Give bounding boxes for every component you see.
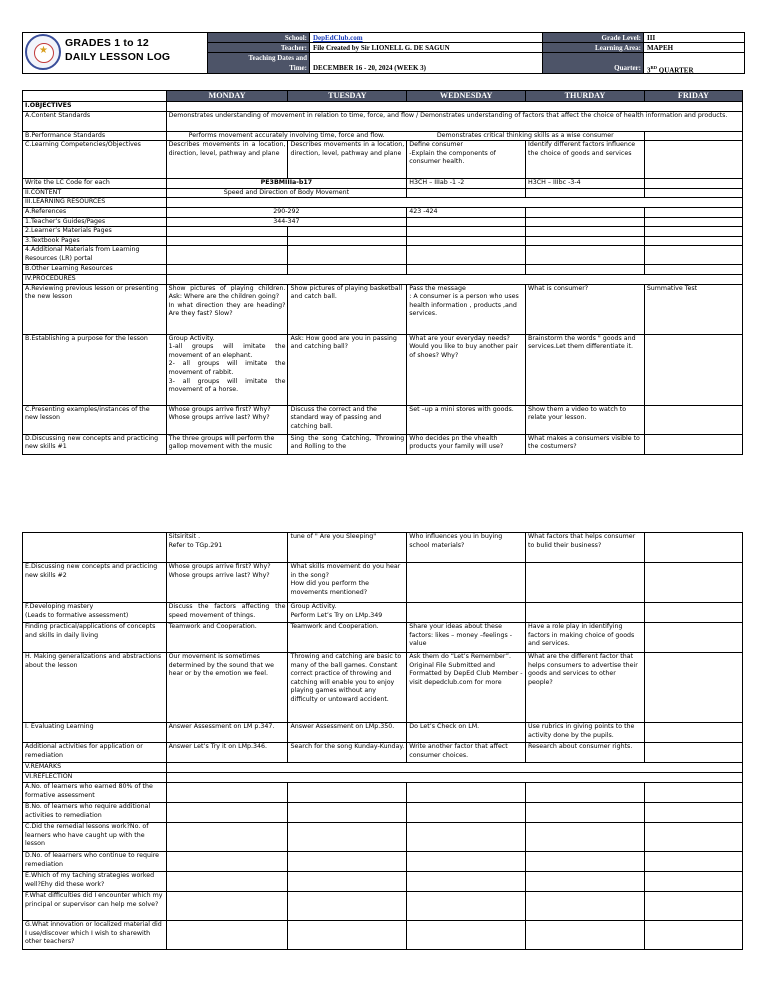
empty-cell <box>526 823 645 852</box>
empty-cell <box>166 803 288 823</box>
empty-cell <box>526 783 645 803</box>
empty-cell <box>644 334 742 405</box>
empty-cell <box>407 603 526 623</box>
empty-cell <box>166 872 288 892</box>
continued-wednesday: Who influences you in buying school materials? <box>407 533 526 563</box>
empty-cell <box>644 823 742 852</box>
empty-cell <box>166 921 288 950</box>
evaluating-tuesday: Answer Assessment on LMp.350. <box>288 723 407 743</box>
generalizations-tuesday: Throwing and catching are basic to many of the ball games. Constant correct practice of throwing and catching will enable you to enjoy playing games without any difficulty or untoward accident. <box>288 653 407 723</box>
table-row <box>23 198 743 208</box>
reviewing-thursday: What is consumer? <box>526 284 645 334</box>
dates-label-line-2: Time: <box>289 64 307 72</box>
continued-tuesday: tune of " Are you Sleeping" <box>288 533 407 563</box>
dates-value: DECEMBER 16 - 20, 2024 (WEEK 3) <box>313 64 426 72</box>
table-row <box>23 563 743 603</box>
empty-cell <box>288 227 407 237</box>
title-line-2: DAILY LESSON LOG <box>65 51 171 63</box>
empty-cell <box>644 603 742 623</box>
empty-cell <box>644 533 742 563</box>
table-row <box>23 434 743 454</box>
empty-cell <box>407 823 526 852</box>
empty-cell <box>644 131 742 141</box>
empty-cell <box>288 783 407 803</box>
discussing-1-thursday: What makes a consumers visible to the costumers? <box>526 434 645 454</box>
table-row <box>23 533 743 563</box>
content-standards-text: Demonstrates understanding of movement in relation to time, force, and flow / Demonstrates understanding of factors that affect the choice of health information and products. <box>166 111 742 131</box>
practical-applications-tuesday: Teamwork and Cooperation. <box>288 623 407 653</box>
dates-label <box>207 53 310 73</box>
presenting-label: C.Presenting examples/instances of the new lesson <box>23 405 167 434</box>
dates-label-line-1: Teaching Dates and <box>248 54 307 62</box>
empty-cell <box>407 246 526 265</box>
table-row <box>23 111 743 131</box>
table-row <box>23 743 743 763</box>
table-row <box>23 102 743 112</box>
table-row <box>23 334 743 405</box>
lesson-table-page-2 <box>22 532 743 950</box>
table-row <box>23 246 743 265</box>
empty-cell <box>166 246 288 265</box>
reviewing-tuesday: Show pictures of playing basketball and catch ball. <box>288 284 407 334</box>
discussing-1-monday: The three groups will perform the gallop movement with the music <box>166 434 288 454</box>
empty-cell <box>23 533 167 563</box>
lc-code-thursday: H3CH – IIIbc -3-4 <box>526 179 645 189</box>
deped-seal-logo: ★ <box>25 34 61 70</box>
reflection-heading: VI.REFLECTION <box>23 773 167 783</box>
discussing-1-label: D.Discussing new concepts and practicing new skills #1 <box>23 434 167 454</box>
reviewing-label: A.Reviewing previous lesson or presenting the new lesson <box>23 284 167 334</box>
empty-cell <box>526 892 645 921</box>
additional-activities-wednesday: Write another factor that affect consumer choices. <box>407 743 526 763</box>
empty-cell <box>644 872 742 892</box>
discussing-1-wednesday: Who decides pn the vhealth products your family will use? <box>407 434 526 454</box>
empty-cell <box>407 803 526 823</box>
performance-standard-health: Demonstrates critical thinking skills as a wise consumer <box>407 131 645 141</box>
competencies-label: C.Learning Competencies/Objectives <box>23 141 167 179</box>
empty-cell <box>288 246 407 265</box>
remarks-heading: V.REMARKS <box>23 763 167 773</box>
day-thursday: THURDAY <box>526 91 645 102</box>
table-row <box>23 227 743 237</box>
table-row <box>23 405 743 434</box>
empty-cell <box>166 763 742 773</box>
table-row <box>23 892 743 921</box>
quarter-label: Quarter: <box>542 53 644 73</box>
empty-cell <box>166 783 288 803</box>
teachers-guide-label: 1.Teacher’s Guides/Pages <box>23 217 167 227</box>
empty-cell <box>407 188 526 198</box>
empty-cell <box>644 179 742 189</box>
learning-resources-heading: III.LEARNING RESOURCES <box>23 198 167 208</box>
continued-thursday: What factors that helps consumer to bulid their business? <box>526 533 645 563</box>
empty-cell <box>407 852 526 872</box>
school-value-cell <box>310 33 542 43</box>
empty-cell <box>644 723 742 743</box>
learning-area-label: Learning Area: <box>542 43 644 53</box>
table-row <box>23 921 743 950</box>
empty-cell <box>407 265 526 275</box>
day-header-row <box>23 91 743 102</box>
other-resources-label: B.Other Learning Resources <box>23 265 167 275</box>
empty-cell <box>644 188 742 198</box>
additional-activities-thursday: Research about consumer rights. <box>526 743 645 763</box>
reflection-b-label: B.No. of learners who require additional activities to remediation <box>23 803 167 823</box>
table-row <box>23 783 743 803</box>
additional-activities-tuesday: Search for the song Kunday-Kunday. <box>288 743 407 763</box>
practical-applications-monday: Teamwork and Cooperation. <box>166 623 288 653</box>
presenting-wednesday: Set –up a mini stores with goods. <box>407 405 526 434</box>
references-wednesday: 423 -424 <box>407 207 526 217</box>
learners-materials-label: 2.Learner’s Materials Pages <box>23 227 167 237</box>
empty-cell <box>407 872 526 892</box>
table-row <box>23 773 743 783</box>
lc-code-wednesday: H3CH – IIIab -1 -2 <box>407 179 526 189</box>
reviewing-friday: Summative Test <box>644 284 742 334</box>
empty-cell <box>644 217 742 227</box>
table-row <box>23 284 743 334</box>
empty-cell <box>526 563 645 603</box>
continued-monday: Sitsiritsit . Refer to TGp.291 <box>166 533 288 563</box>
table-row <box>23 653 743 723</box>
establishing-monday: Group Activity. 1-all groups will imitate the movement of an elephant. 2- all groups will imitate the movement of rabbit. 3- all groups will imitate the movement of a horse. <box>166 334 288 405</box>
evaluating-thursday: Use rubrics in giving points to the activity done by the pupils. <box>526 723 645 743</box>
empty-cell <box>166 852 288 872</box>
evaluating-monday: Answer Assessment on LM p.347. <box>166 723 288 743</box>
empty-cell <box>166 892 288 921</box>
empty-cell <box>288 852 407 872</box>
reflection-g-label: G.What innovation or localized material did I use/discover which I wish to sharewith other teachers? <box>23 921 167 950</box>
performance-standard-pe: Performs movement accurately involving time, force and flow. <box>166 131 407 141</box>
table-row <box>23 852 743 872</box>
empty-cell <box>288 921 407 950</box>
empty-cell <box>644 434 742 454</box>
lc-code-label: Write the LC Code for each <box>23 179 167 189</box>
corner-cell <box>23 91 167 102</box>
empty-cell <box>407 563 526 603</box>
empty-cell <box>644 563 742 603</box>
table-row <box>23 188 743 198</box>
empty-cell <box>644 623 742 653</box>
empty-cell <box>644 743 742 763</box>
additional-activities-monday: Answer Let’s Try it on LMp.346. <box>166 743 288 763</box>
reflection-a-label: A.No. of learners who earned 80% of the formative assessment <box>23 783 167 803</box>
practical-applications-wednesday: Share your ideas about these factors: likes – money –feelings -value <box>407 623 526 653</box>
empty-cell <box>644 892 742 921</box>
references-label: A.References <box>23 207 167 217</box>
table-row <box>23 217 743 227</box>
empty-cell <box>166 823 288 852</box>
school-label: School: <box>207 33 310 43</box>
generalizations-monday: Our movement is sometimes determined by the sound that we hear or by the emotion we feel. <box>166 653 288 723</box>
developing-mastery-tuesday: Group Activity. Perform Let’s Try on LMp.349 <box>288 603 407 623</box>
day-friday: FRIDAY <box>644 91 742 102</box>
table-row <box>23 872 743 892</box>
empty-cell <box>407 921 526 950</box>
empty-cell <box>166 773 742 783</box>
references-pe: 290-292 <box>166 207 407 217</box>
establishing-tuesday: Ask: How good are you in passing and catching ball? <box>288 334 407 405</box>
reflection-f-label: F.What difficulties did I encounter which my principal or supervisor can help me solve? <box>23 892 167 921</box>
quarter-value <box>644 53 744 73</box>
empty-cell <box>288 236 407 246</box>
empty-cell <box>526 265 645 275</box>
title-line-1: GRADES 1 to 12 <box>65 37 149 49</box>
empty-cell <box>644 236 742 246</box>
grade-value: III <box>644 33 744 43</box>
content-standards-label: A.Content Standards <box>23 111 167 131</box>
form-title <box>65 36 170 64</box>
empty-cell <box>644 783 742 803</box>
empty-cell <box>166 198 742 208</box>
empty-cell <box>644 246 742 265</box>
empty-cell <box>644 405 742 434</box>
empty-cell <box>526 217 645 227</box>
lc-code-pe: PE3BMIIIa-b17 <box>166 179 407 189</box>
empty-cell <box>407 227 526 237</box>
empty-cell <box>526 227 645 237</box>
teacher-label: Teacher: <box>207 43 310 53</box>
practical-applications-thursday: Have a role play in identifying factors in making choice of goods and services. <box>526 623 645 653</box>
day-monday: MONDAY <box>166 91 288 102</box>
day-tuesday: TUESDAY <box>288 91 407 102</box>
lesson-table-page-1 <box>22 90 743 455</box>
empty-cell <box>644 803 742 823</box>
table-row <box>23 207 743 217</box>
competency-thursday: Identify different factors influence the choice of goods and services <box>526 141 645 179</box>
teacher-value: File Created by Sir LIONELL G. DE SAGUN <box>310 43 542 53</box>
performance-standards-label: B.Performance Standards <box>23 131 167 141</box>
discussing-2-tuesday: What skills movement do you hear in the song? How did you perform the movements mentioned? <box>288 563 407 603</box>
reflection-c-label: C.Did the remedial lessons work?No. of learners who have caught up with the lesson <box>23 823 167 852</box>
presenting-tuesday: Discuss the correct and the standard way of passing and catching ball. <box>288 405 407 434</box>
competency-wednesday: Define consumer -Explain the components of consumer health. <box>407 141 526 179</box>
empty-cell <box>644 227 742 237</box>
presenting-thursday: Show them a video to watch to relate your lesson. <box>526 405 645 434</box>
empty-cell <box>407 236 526 246</box>
evaluating-wednesday: Do Let’s Check on LM. <box>407 723 526 743</box>
content-label: II.CONTENT <box>23 188 167 198</box>
discussing-2-monday: Whose groups arrive first? Why? Whose groups arrive last? Why? <box>166 563 288 603</box>
content-topic: Speed and Direction of Body Movement <box>166 188 407 198</box>
table-row <box>23 236 743 246</box>
textbook-pages-label: 3.Textbook Pages <box>23 236 167 246</box>
discussing-1-tuesday: Sing the song Catching, Throwing and Rolling to the <box>288 434 407 454</box>
table-row <box>23 623 743 653</box>
table-row <box>23 603 743 623</box>
teachers-guide-pages: 344-347 <box>166 217 407 227</box>
generalizations-thursday: What are the different factor that helps consumers to advertise their goods and services to other people? <box>526 653 645 723</box>
procedures-heading: IV.PROCEDURES <box>23 274 167 284</box>
presenting-monday: Whose groups arrive first? Why? Whose groups arrive last? Why? <box>166 405 288 434</box>
empty-cell <box>526 246 645 265</box>
day-wednesday: WEDNESDAY <box>407 91 526 102</box>
empty-cell <box>526 803 645 823</box>
table-row <box>23 803 743 823</box>
table-row <box>23 763 743 773</box>
empty-cell <box>526 207 645 217</box>
generalizations-label: H. Making generalizations and abstractions about the lesson <box>23 653 167 723</box>
header-grade-block <box>542 33 744 73</box>
empty-cell <box>166 236 288 246</box>
empty-cell <box>407 217 526 227</box>
quarter-number: 3 <box>647 66 651 75</box>
table-row <box>23 274 743 284</box>
empty-cell <box>526 603 645 623</box>
establishing-thursday: Brainstorm the words " goods and services.Let them differentiate it. <box>526 334 645 405</box>
header-school-block <box>207 33 542 73</box>
establishing-wednesday: What are your everyday needs? Would you like to buy another pair of shoes? Why? <box>407 334 526 405</box>
table-row <box>23 131 743 141</box>
table-row <box>23 723 743 743</box>
empty-cell <box>407 892 526 921</box>
empty-cell <box>644 207 742 217</box>
empty-cell <box>288 892 407 921</box>
developing-mastery-label: F.Developing mastery (Leads to formative assessment) <box>23 603 167 623</box>
empty-cell <box>166 265 288 275</box>
reflection-e-label: E.Which of my taching strategies worked well?Ehy did these work? <box>23 872 167 892</box>
learning-area-value: MAPEH <box>644 43 744 53</box>
empty-cell <box>644 921 742 950</box>
school-link[interactable]: DepEdClub.com <box>313 34 363 42</box>
table-row <box>23 141 743 179</box>
objectives-heading: I.OBJECTIVES <box>23 102 167 112</box>
discussing-2-label: E.Discussing new concepts and practicing new skills #2 <box>23 563 167 603</box>
reviewing-wednesday: Pass the message : A consumer is a person who uses health information , products ,and services. <box>407 284 526 334</box>
evaluating-label: I. Evaluating Learning <box>23 723 167 743</box>
empty-cell <box>166 227 288 237</box>
empty-cell <box>166 102 742 112</box>
empty-cell <box>644 852 742 872</box>
empty-cell <box>166 274 742 284</box>
quarter-word: QUARTER <box>657 66 694 75</box>
header-box <box>22 32 745 74</box>
empty-cell <box>644 653 742 723</box>
empty-cell <box>526 236 645 246</box>
competency-monday: Describes movements in a location, direction, level, pathway and plane <box>166 141 288 179</box>
additional-materials-label: 4.Additional Materials from Learning Resources (LR) portal <box>23 246 167 265</box>
establishing-label: B.Establishing a purpose for the lesson <box>23 334 167 405</box>
table-row <box>23 265 743 275</box>
table-row <box>23 823 743 852</box>
empty-cell <box>288 265 407 275</box>
empty-cell <box>644 265 742 275</box>
empty-cell <box>526 852 645 872</box>
table-row <box>23 179 743 189</box>
practical-applications-label: Finding practical/applications of concepts and skills in daily living <box>23 623 167 653</box>
empty-cell <box>407 783 526 803</box>
empty-cell <box>526 921 645 950</box>
grade-label: Grade Level: <box>542 33 644 43</box>
empty-cell <box>288 803 407 823</box>
competency-tuesday: Describes movements in a location, direction, level, pathway and plane <box>288 141 407 179</box>
quarter-ordinal: RD <box>650 65 657 70</box>
empty-cell <box>644 141 742 179</box>
generalizations-wednesday: Ask them do “Let’s Remember”. Original File Submitted and Formatted by DepEd Club Member - visit depedclub.com for more <box>407 653 526 723</box>
developing-mastery-monday: Discuss the factors affecting the speed movement of things. <box>166 603 288 623</box>
empty-cell <box>288 823 407 852</box>
empty-cell <box>288 872 407 892</box>
empty-cell <box>526 872 645 892</box>
empty-cell <box>526 188 645 198</box>
reviewing-monday: Show pictures of playing children. Ask: Where are the children going? In what direction they are heading? Are they fast? Slow? <box>166 284 288 334</box>
reflection-d-label: D.No. of leaarners who continue to require remediation <box>23 852 167 872</box>
additional-activities-label: Additional activities for application or remediation <box>23 743 167 763</box>
